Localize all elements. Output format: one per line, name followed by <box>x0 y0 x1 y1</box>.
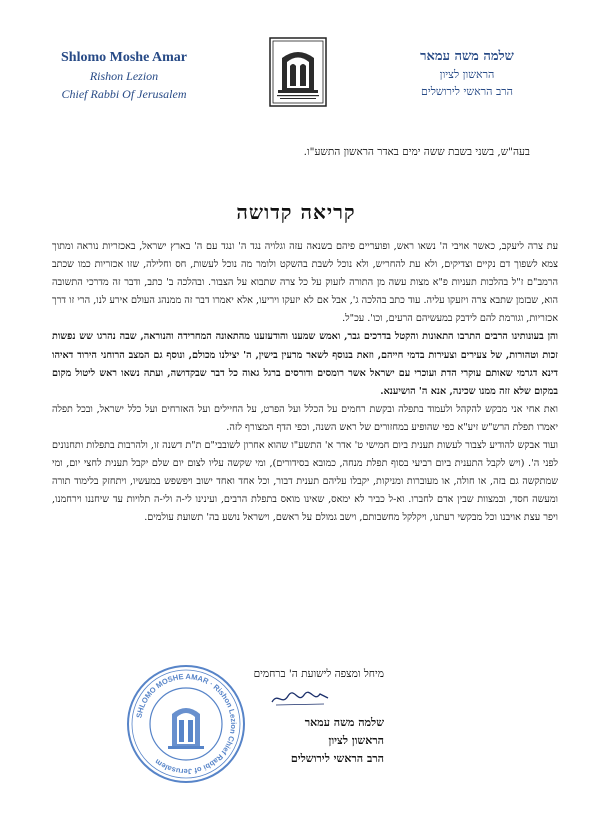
signature-role: הרב הראשי לירושלים <box>290 752 384 765</box>
paragraph-tragedy: והן בעונותינו הרבים התרבו התאונות והקטל בדרכים גבר, ואמש שמענו והודעזענו מהתאונה המחרידה והנוראה, שבה נהרגו שש נפשות זכות וטהורות, של צעירים וצעירות בדמי חייהם, וזאת בנוסף לשאר מרעין בישין, ה' יצילנו מכולם, ונוסף גם המצב הרוחני הירוד דאיהו דינא דגרמי שאותם עוקרי הדת ועוכרי עם ישראל אשר רומסים ודורסים ברגל גאוה כל דבר שבקדושה, ועתה נשאו ראש ליטול מקום במקום שלא זזה ממנו שכינה, אנא ה' הושיענא. <box>52 331 558 397</box>
svg-text:SHLOMO MOSHE AMAR · Rishon Lez: SHLOMO MOSHE AMAR · Rishon Lezion Chief Rabbi of Jerusalem <box>134 671 239 777</box>
document-title: קריאה קדושה <box>236 200 356 224</box>
signature-block <box>291 714 384 768</box>
stamp-outer-text <box>0 0 1 1</box>
official-stamp-seal <box>124 662 248 786</box>
closing-line: מיחל ומצפה לישועת ה' ברחמים <box>253 668 384 680</box>
letterhead-hebrew-role: הרב הראשי לירושלים <box>421 85 513 98</box>
handwritten-signature <box>268 688 332 708</box>
letterhead-english <box>44 50 204 102</box>
signature-title: הראשון לציון <box>328 734 384 747</box>
date-line: בעה"ש, בשני בשבת ששה ימים באדר הראשון התשע"ו. <box>303 146 530 158</box>
letterhead-english-name: Shlomo Moshe Amar <box>61 50 187 65</box>
letter-body <box>52 238 558 528</box>
rabbinate-emblem-logo <box>268 36 328 108</box>
letterhead-english-title: Rishon Lezion <box>89 69 159 83</box>
paragraph-fast-day: ועוד אבקש להודיע לצבור לעשות תענית ביום חמישי ט' אדר א' התשע"ו שהוא אחרון לשובבי"ם ת"ת דשנה זו, ולהרבות בתפלות ותחנונים לפני ה'. (ויש לקבל התענית ביום רביעי בסוף תפלת מנחה, כמובא בסידורים), ומי שקשה עליו לצום יום שלם יקבל תענית לחצי יום, ומי שמתקשה גם בזה, או חולה, או מעוברות ומניקות, יקבלו עליהם תענית דבור, וכל אחד ואחד ישוב ויפשפש במעשיו, ויתחזק בלימוד תורה ומעשה חסד, ובמצוות שבין אדם לחברו. וא-ל כביר לא ימאס, שאינו מואס בתפלת הרבים, ועינינו לי-ה ולי-ה תלויות עד שיחננו וירחמנו, ויפר עצת אויבנו וכל מבקשי רעתנו, ויקלקל מחשבותם, וישב גמולם על ראשם, וישראל נושע בה' תשועת עולמים. <box>52 440 558 524</box>
paragraph-request: ואת אחי אני מבקש להקהל ולעמוד בתפלה ובקשת רחמים על הכלל ועל הפרט, על החיילים ועל האזרחים ועל כלל ישראל, ובכל תפלה יאמרו תפלת הרש"ש זיע"א כפי שהופיע במחזורים של ראש השנה, וכפי הדף המצורף לזה. <box>52 403 558 433</box>
letterhead-english-role: Chief Rabbi Of Jerusalem <box>61 87 187 101</box>
letterhead-hebrew-title: הראשון לציון <box>439 68 495 81</box>
letterhead-hebrew <box>382 48 552 98</box>
signature-name: שלמה משה עמאר <box>304 716 384 729</box>
paragraph-opening: עת צרה ליעקב, כאשר אויבי ה' נשאו ראש, ופועריים פיהם בשנאה עזה וגלויה נגד ה' ונגד עם ה' בארץ ישראל, באכזריות נוראה ומתוך צמא לשפוך דם נקיים וצדיקים, ולא עת להחריש, ולא נוכל לשבת בהשקט ולומר מה נוכל לעשות, חס וחלילה, שזו אכזריות כמו שכתב הרמב"ם ז"ל בהלכות תעניות פ"א מצות עשה מן התורה לזעוק על כל צרה שתבוא על הצבור. ובהלכה ב' כתב, ודבר זה מדרכי התשובה הוא, שבזמן שתבא צרה ויזעקו עליה. עוד כתב בהלכה ג', אבל אם לא יזעקו ויריעו, אלא יאמרו דבר זה ממנהג העולם אירע לנו, הרי זו דרך אכזריות, וגורמת להם לידבק במעשיהם הרעים, וכו'. עכ"ל. <box>52 241 558 325</box>
letterhead-hebrew-name: שלמה משה עמאר <box>420 49 514 64</box>
